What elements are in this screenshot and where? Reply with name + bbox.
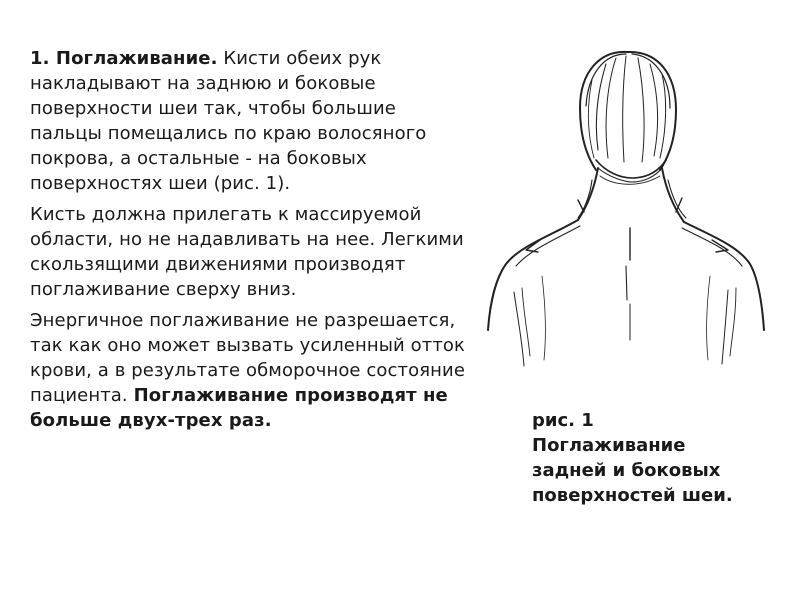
figure-caption — [532, 408, 782, 508]
caption-line: поверхностей шеи. — [532, 485, 733, 506]
paragraph-text: Кисть должна прилегать к массируемой области, но не надавливать на нее. Легкими скользящими движениями производят поглаживание сверху вниз. — [30, 204, 464, 300]
main-text-column — [30, 46, 470, 439]
paragraph-text: Энергичное поглаживание не разрешается, так как оно может вызвать усиленный отток крови, а в результате обморочное состояние пациента. — [30, 310, 466, 406]
back-of-head-and-shoulders-sketch-icon — [480, 40, 770, 380]
paragraph-hand-pressure — [30, 202, 470, 302]
section-heading: 1. Поглаживание. — [30, 48, 218, 69]
neck-massage-figure — [480, 40, 770, 380]
emphasis-text: Поглаживание производят не больше двух-трех раз. — [30, 385, 448, 431]
paragraph-stroking-technique — [30, 46, 470, 196]
paragraph-text: Кисти обеих рук накладывают на заднюю и боковые поверхности шеи так, чтобы большие пальцы помещались по краю волосяного покрова, а остальные - на боковых поверхностях шеи (рис. 1). — [30, 48, 427, 194]
caption-line: Поглаживание — [532, 435, 686, 456]
caption-figure-number: рис. 1 — [532, 410, 594, 431]
caption-line: задней и боковых — [532, 460, 721, 481]
paragraph-warning — [30, 308, 470, 433]
